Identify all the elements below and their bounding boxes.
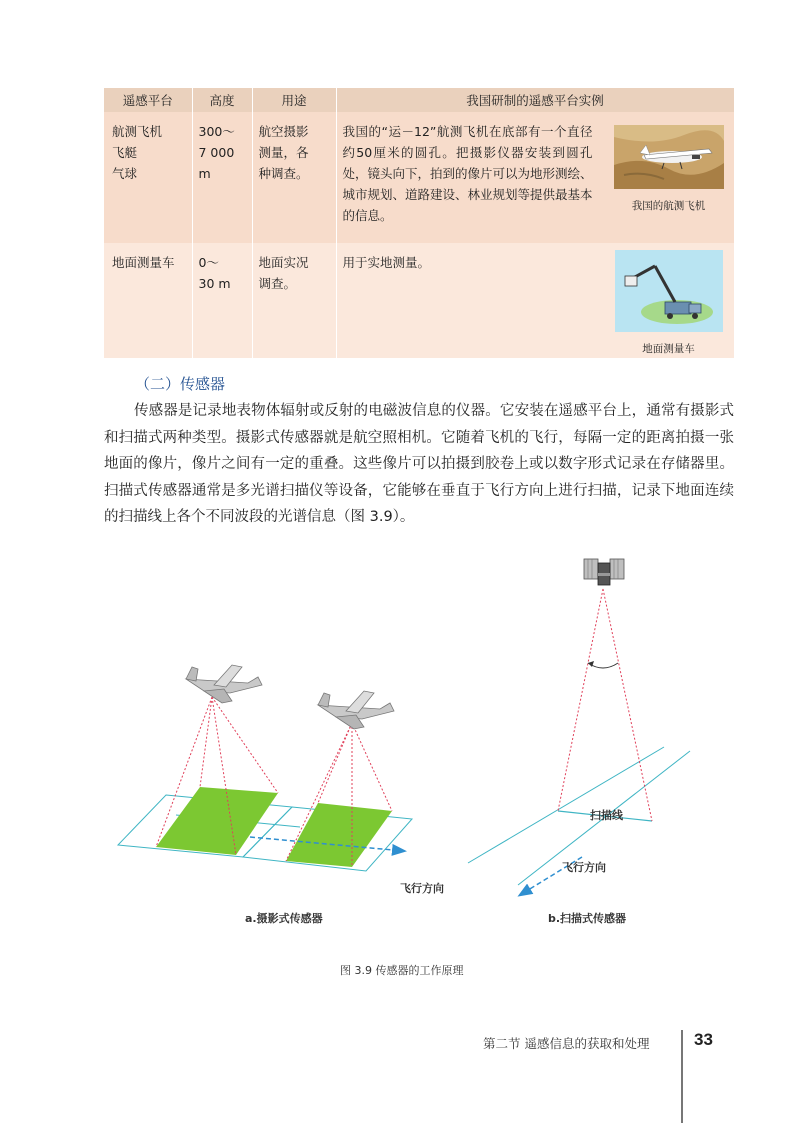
flight-direction-label: 飞行方向 (400, 882, 444, 895)
satellite-icon (584, 559, 624, 585)
height-value: 7 000 m (198, 145, 235, 181)
example-text: 用于实地测量。 (342, 255, 431, 270)
ground-survey-vehicle-image (615, 250, 723, 332)
platform-cell (104, 243, 192, 358)
aircraft-icon (318, 691, 394, 729)
aircraft-photo (612, 125, 726, 213)
table-row (104, 112, 734, 243)
usage-text: 种调查。 (258, 166, 309, 181)
height-value: 30 m (198, 276, 231, 291)
body-paragraph: 传感器是记录地表物体辐射或反射的电磁波信息的仪器。它安装在遥感平台上，通常有摄影式和扫描式两种类型。摄影式传感器就是航空照相机。它随着飞机的飞行，每隔一定的距离拍摄一张地面的像片，像片之间有一定的重叠。这些像片可以拍摄到胶卷上或以数字形式记录在存储器里。扫描式传感器通常是多光谱扫描仪等设备，它能够在垂直于飞行方向上进行扫描，记录下地面连续的扫描线上各个不同波段的光谱信息（图 3.9）。 (104, 403, 734, 525)
swath-edge (468, 747, 664, 863)
figure-caption: 图 3.9 传感器的工作原理 (340, 964, 464, 977)
example-cell (336, 243, 734, 358)
figure-b-label: b.扫描式传感器 (548, 912, 627, 925)
aircraft-photo-caption: 我国的航测飞机 (631, 200, 706, 212)
photo-footprint (156, 787, 278, 855)
height-cell (192, 243, 252, 358)
footer-divider (681, 1030, 683, 1123)
table-row (104, 243, 734, 358)
figure-a-label: a.摄影式传感器 (245, 912, 323, 925)
table-header: 我国研制的遥感平台实例 (336, 88, 734, 112)
height-value: 0～ (198, 255, 219, 270)
example-cell (336, 112, 734, 243)
height-value: 300～ (198, 124, 235, 139)
sensor-diagram (0, 545, 800, 925)
platform-name: 航测飞机 (112, 124, 163, 139)
survey-vehicle-photo (612, 250, 726, 356)
platform-name: 地面测量车 (112, 255, 175, 270)
platform-name: 飞艇 (112, 145, 138, 160)
usage-text: 调查。 (258, 276, 297, 291)
aircraft-icon (186, 665, 262, 703)
table-header: 用途 (252, 88, 336, 112)
usage-text: 地面实况 (258, 255, 309, 270)
height-cell (192, 112, 252, 243)
photographic-sensor-diagram (118, 665, 412, 871)
platform-name: 气球 (112, 166, 138, 181)
section-title: （二）传感器 (135, 375, 226, 393)
table-header-row (104, 88, 734, 112)
flight-direction-label: 飞行方向 (562, 861, 606, 874)
page-number: 33 (694, 1030, 713, 1049)
table-header: 遥感平台 (104, 88, 192, 112)
survey-vehicle-caption: 地面测量车 (642, 343, 695, 355)
scanner-beam (558, 589, 652, 821)
scanning-sensor-diagram (468, 559, 690, 895)
usage-text: 航空摄影 (258, 124, 309, 139)
footer-section-title: 第二节 遥感信息的获取和处理 (483, 1036, 650, 1051)
photo-footprint (286, 803, 392, 867)
usage-cell (252, 243, 336, 358)
example-text: 我国的“运－12”航测飞机在底部有一个直径约50厘米的圆孔。把摄影仪器安装到圆孔处，镜头向下，拍到的像片可以为地形测绘、城市规划、道路建设、林业规划等提供最基本的信息。 (342, 124, 593, 223)
survey-aircraft-image (614, 125, 724, 189)
table-header: 高度 (192, 88, 252, 112)
usage-cell (252, 112, 336, 243)
usage-text: 测量，各 (258, 145, 309, 160)
remote-sensing-platform-table (104, 88, 735, 358)
scan-line-label: 扫描线 (590, 809, 623, 822)
platform-cell (104, 112, 192, 243)
